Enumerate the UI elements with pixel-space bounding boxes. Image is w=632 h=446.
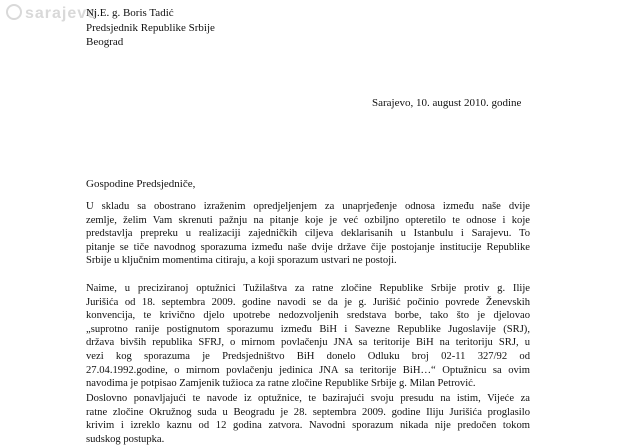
dateline: Sarajevo, 10. august 2010. godine	[372, 97, 522, 109]
watermark-logo-icon	[6, 4, 22, 20]
recipient-title: Predsjednik Republike Srbije	[86, 21, 215, 34]
paragraph-line: krivim i izreklo kaznu od 12 godina zatvora. Navodni sporazum nikada nije predočen tokom	[86, 420, 530, 432]
paragraph-line: „suprotno ranije postignutom sporazumu između BiH i Savezne Republike Jugoslavije (SRJ),	[86, 323, 530, 335]
paragraph-line: ratne zločine Okružnog suda u Beogradu je 28. septembra 2009. godine Iliju Jurišića proglasilo	[86, 406, 530, 418]
paragraph-line: vezi kog sporazuma je Predsjedništvo BiH donelo Odluku broj 02-11 327/92 od	[86, 350, 530, 362]
recipient-address	[86, 6, 215, 50]
recipient-city: Beograd	[86, 36, 124, 48]
recipient-name: Nj.E. g. Boris Tadić	[86, 7, 174, 19]
paragraph-line: sudskog postupka.	[86, 433, 165, 445]
paragraph-line: Jurišića od 18. septembra 2009. godine navodi se da je g. Jurišić počinio povrede Ženevskih	[86, 296, 530, 308]
paragraph-3	[86, 392, 530, 446]
watermark	[6, 4, 98, 23]
paragraph-2	[86, 282, 530, 391]
paragraph-1	[86, 200, 530, 268]
paragraph-line: država bivših republika SFRJ, o mirnom povlačenju JNA sa teritorije BiH na teritoriju SRJ, u	[86, 337, 530, 349]
paragraph-line: U skladu sa obostrano izraženim opredjeljenjem za unaprjeđenje odnosa između naše dvije	[86, 201, 530, 212]
paragraph-line: konvencija, te krivično djelo upotrebe nedozvoljenih sredstava borbe, tako što je djelovao	[86, 310, 530, 322]
watermark-text: sarajevo	[25, 5, 98, 22]
paragraph-line: 27.04.1992.godine, o mirnom povlačenju jedinica JNA sa teritorije BiH…“ Optužnicu sa ovim	[86, 364, 530, 376]
paragraph-line: pitanje se tiče navodnog sporazuma između naše dvije države čije postojanje institucije Republike	[86, 241, 530, 253]
paragraph-line: Naime, u preciziranoj optužnici Tužilaštva za ratne zločine Republike Srbije protiv g. Ilije	[86, 283, 530, 294]
paragraph-line: Doslovno ponavljajući te navode iz optužnice, te bazirajući svoju presudu na istim, Vijeće za	[86, 393, 530, 404]
paragraph-line: navodima je potpisao Zamjenik tužioca za ratne zločine Republike Srbije g. Milan Petrović.	[86, 378, 476, 390]
paragraph-line: Srbije u ključnim momentima citiraju, a koji sporazum ustvari ne postoji.	[86, 255, 397, 267]
salutation: Gospodine Predsjedniče,	[86, 178, 196, 190]
paragraph-line: predstavlja prepreku u realizaciji zajedničkih ciljeva deklarisanih u Istanbulu i Sarajevu. To	[86, 228, 530, 240]
paragraph-line: zemlje, želim Vam skrenuti pažnju na pitanje koje je već ozbiljno opteretilo te odnose i koje	[86, 214, 530, 226]
